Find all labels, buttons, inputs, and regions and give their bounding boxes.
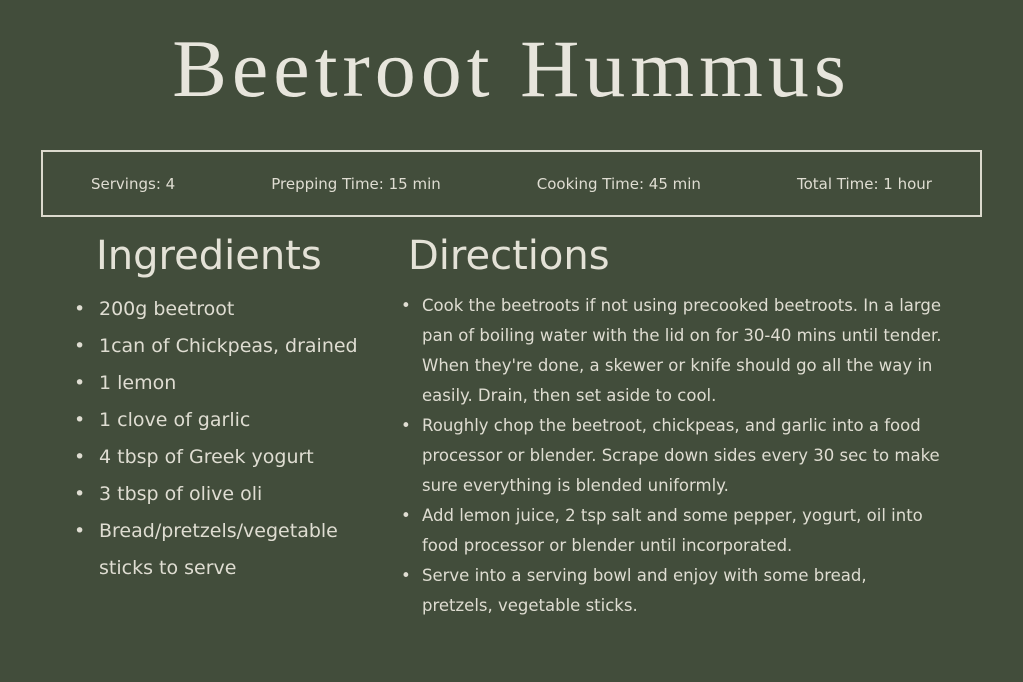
direction-step: • Cook the beetroots if not using precooked beetroots. In a large pan of boiling water with the lid on for 30-40 mins until tender. When they're done, a skewer or knife should go all the way in easily. Drain, then set aside to cool. <box>390 291 942 411</box>
directions-section <box>390 232 985 621</box>
recipe-card <box>0 22 1023 682</box>
meta-total-time: Total Time: 1 hour <box>796 174 932 193</box>
recipe-title: Beetroot Hummus <box>172 23 851 114</box>
ingredient-item: • 1 lemon <box>60 365 390 402</box>
recipe-meta-bar <box>41 150 982 217</box>
ingredient-item: • 3 tbsp of olive oli <box>60 476 390 513</box>
meta-cooking-time: Cooking Time: 45 min <box>536 174 701 193</box>
direction-step: • Roughly chop the beetroot, chickpeas, and garlic into a food processor or blender. Scrape down sides every 30 sec to make sure everything is blended uniformly. <box>390 411 942 501</box>
meta-prepping-time: Prepping Time: 15 min <box>271 174 441 193</box>
meta-servings: Servings: 4 <box>91 174 176 193</box>
direction-step: • Serve into a serving bowl and enjoy with some bread, pretzels, vegetable sticks. <box>390 561 942 621</box>
ingredient-item: • 1 clove of garlic <box>60 402 390 439</box>
ingredients-heading: Ingredients <box>96 233 322 280</box>
directions-list <box>390 291 942 621</box>
ingredient-item: • 1can of Chickpeas, drained <box>60 328 390 365</box>
directions-heading: Directions <box>408 233 610 280</box>
ingredient-item: • 4 tbsp of Greek yogurt <box>60 439 390 476</box>
direction-step: • Add lemon juice, 2 tsp salt and some pepper, yogurt, oil into food processor or blender until incorporated. <box>390 501 942 561</box>
ingredient-item: • 200g beetroot <box>60 291 390 328</box>
ingredient-item: • Bread/pretzels/vegetable sticks to serve <box>60 513 390 587</box>
recipe-content <box>0 217 1023 621</box>
ingredients-list <box>60 291 390 587</box>
ingredients-section <box>60 232 390 621</box>
